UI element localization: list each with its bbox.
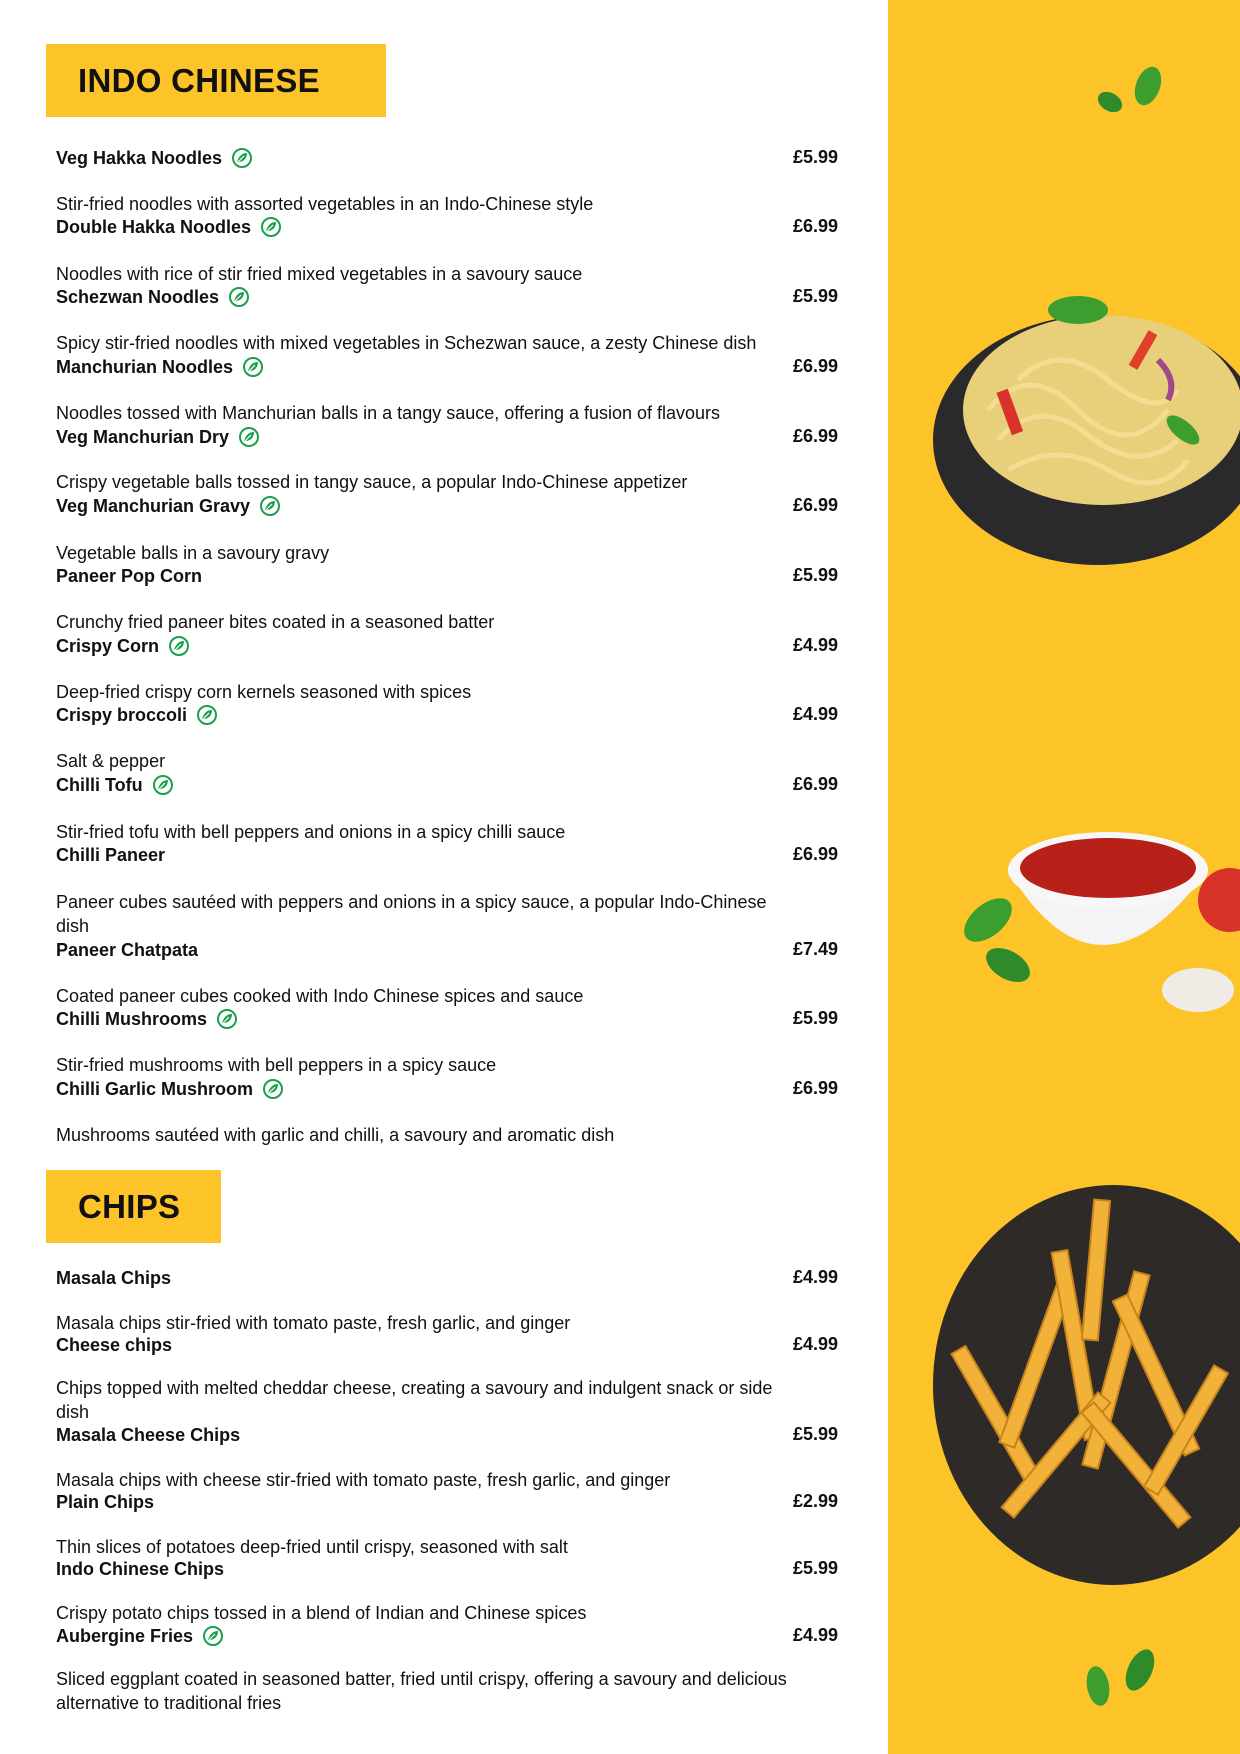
menu-item (56, 844, 838, 938)
item-price: £6.99 (792, 1078, 838, 1098)
menu-item (56, 147, 838, 216)
item-name-text: Chilli Paneer (56, 844, 166, 865)
item-name (56, 704, 218, 726)
item-price: £7.49 (792, 939, 838, 959)
menu-item (56, 1491, 838, 1559)
item-name-text: Paneer Pop Corn (56, 565, 203, 586)
item-name (56, 1267, 171, 1289)
item-name (56, 1078, 284, 1100)
item-name (56, 1424, 240, 1446)
menu-item (56, 286, 838, 355)
noodles-bowl-image (928, 270, 1240, 570)
item-description: Vegetable balls in a savoury gravy (56, 543, 330, 563)
item-name (56, 1558, 224, 1580)
menu-item (56, 1558, 838, 1625)
item-description: Spicy stir-fried noodles with mixed vegetables in Schezwan sauce, a zesty Chinese dish (56, 333, 757, 353)
vegan-leaf-icon (238, 426, 260, 448)
item-description: Masala chips stir-fried with tomato paste, fresh garlic, and ginger (56, 1313, 571, 1333)
item-price: £5.99 (792, 565, 838, 585)
menu-item (56, 1424, 838, 1492)
item-price: £4.99 (792, 1625, 838, 1645)
section-title: CHIPS (78, 1187, 181, 1225)
item-price: £5.99 (792, 147, 838, 167)
item-name (56, 216, 282, 238)
item-name (56, 1625, 224, 1647)
item-price: £2.99 (792, 1491, 838, 1511)
vegan-leaf-icon (260, 216, 282, 238)
item-name-text: Veg Manchurian Gravy (56, 495, 251, 516)
item-description: Paneer cubes sautéed with peppers and onions in a spicy sauce, a popular Indo-Chinese dish (56, 892, 767, 936)
item-price: £4.99 (792, 1267, 838, 1287)
menu-item (56, 704, 838, 773)
item-name (56, 1491, 154, 1513)
item-price: £6.99 (792, 495, 838, 515)
menu-item (56, 635, 838, 704)
vegan-leaf-icon (262, 1078, 284, 1100)
item-price: £4.99 (792, 1334, 838, 1354)
item-name-text: Veg Hakka Noodles (56, 147, 223, 168)
menu-item (56, 1625, 838, 1715)
vegan-leaf-icon (259, 495, 281, 517)
menu-item (56, 939, 838, 1008)
item-name-text: Masala Cheese Chips (56, 1424, 241, 1445)
item-description: Crispy potato chips tossed in a blend of Indian and Chinese spices (56, 1603, 587, 1623)
item-name-text: Plain Chips (56, 1491, 155, 1512)
item-name-text: Veg Manchurian Dry (56, 426, 230, 447)
menu-item (56, 495, 838, 565)
menu-item (56, 1008, 838, 1077)
item-name-text: Indo Chinese Chips (56, 1558, 225, 1579)
menu-item (56, 1078, 838, 1147)
item-description: Sliced eggplant coated in seasoned batter, fried until crispy, offering a savoury and delicious alternative to traditional fries (56, 1669, 787, 1713)
item-name (56, 286, 250, 308)
item-name-text: Chilli Garlic Mushroom (56, 1078, 254, 1099)
vegan-leaf-icon (168, 635, 190, 657)
fries-bowl-image (928, 1160, 1240, 1590)
item-description: Coated paneer cubes cooked with Indo Chinese spices and sauce (56, 986, 584, 1006)
item-name-text: Chilli Mushrooms (56, 1008, 208, 1029)
menu-item (56, 774, 838, 844)
item-price: £5.99 (792, 1558, 838, 1578)
item-name (56, 495, 281, 517)
item-name-text: Chilli Tofu (56, 774, 143, 795)
section-header (46, 1170, 221, 1243)
item-price: £4.99 (792, 704, 838, 724)
section-title: INDO CHINESE (78, 61, 320, 99)
item-name (56, 426, 260, 448)
item-description: Masala chips with cheese stir-fried with tomato paste, fresh garlic, and ginger (56, 1470, 671, 1490)
menu-item (56, 216, 838, 286)
vegan-leaf-icon (216, 1008, 238, 1030)
vegan-leaf-icon (231, 147, 253, 169)
item-price: £6.99 (792, 844, 838, 864)
item-description: Thin slices of potatoes deep-fried until crispy, seasoned with salt (56, 1537, 568, 1557)
item-description: Stir-fried noodles with assorted vegetables in an Indo-Chinese style (56, 194, 594, 214)
item-price: £6.99 (792, 216, 838, 236)
item-name-text: Aubergine Fries (56, 1625, 194, 1646)
item-price: £5.99 (792, 286, 838, 306)
item-name (56, 356, 264, 378)
vegan-leaf-icon (152, 774, 174, 796)
item-name-text: Masala Chips (56, 1267, 172, 1288)
item-name (56, 844, 165, 866)
item-name-text: Crispy broccoli (56, 704, 188, 725)
item-price: £6.99 (792, 774, 838, 794)
item-price: £4.99 (792, 635, 838, 655)
item-name-text: Manchurian Noodles (56, 356, 234, 377)
item-name (56, 774, 174, 796)
item-description: Crunchy fried paneer bites coated in a seasoned batter (56, 612, 495, 632)
item-name (56, 939, 198, 961)
item-description: Noodles tossed with Manchurian balls in a tangy sauce, offering a fusion of flavours (56, 403, 721, 423)
item-description: Mushrooms sautéed with garlic and chilli, a savoury and aromatic dish (56, 1125, 615, 1145)
item-name (56, 1008, 238, 1030)
item-description: Chips topped with melted cheddar cheese, creating a savoury and indulgent snack or side dish (56, 1378, 773, 1422)
item-price: £5.99 (792, 1008, 838, 1028)
item-name-text: Crispy Corn (56, 635, 160, 656)
item-name-text: Schezwan Noodles (56, 286, 220, 307)
item-price: £6.99 (792, 356, 838, 376)
item-description: Stir-fried mushrooms with bell peppers in a spicy sauce (56, 1055, 497, 1075)
item-name-text: Paneer Chatpata (56, 939, 199, 960)
item-description: Noodles with rice of stir fried mixed vegetables in a savoury sauce (56, 264, 583, 284)
menu-item (56, 565, 838, 634)
menu-item (56, 426, 838, 494)
menu-item (56, 356, 838, 425)
basil-leaf-icon (1088, 60, 1168, 120)
item-description: Crispy vegetable balls tossed in tangy sauce, a popular Indo-Chinese appetizer (56, 472, 688, 492)
item-name (56, 565, 202, 587)
menu-item (56, 1334, 838, 1424)
item-name (56, 635, 190, 657)
item-name-text: Cheese chips (56, 1334, 173, 1355)
item-name (56, 1334, 172, 1356)
item-price: £5.99 (792, 1424, 838, 1444)
basil-leaf-icon (1078, 1640, 1168, 1720)
vegan-leaf-icon (202, 1625, 224, 1647)
vegan-leaf-icon (228, 286, 250, 308)
section-header (46, 44, 386, 117)
menu-item (56, 1267, 838, 1335)
item-name (56, 147, 253, 169)
ketchup-bowl-image (948, 800, 1240, 1040)
decorative-sidebar (888, 0, 1240, 1754)
item-description: Salt & pepper (56, 751, 166, 771)
vegan-leaf-icon (242, 356, 264, 378)
item-description: Stir-fried tofu with bell peppers and onions in a spicy chilli sauce (56, 822, 566, 842)
item-description: Deep-fried crispy corn kernels seasoned with spices (56, 682, 472, 702)
item-price: £6.99 (792, 426, 838, 446)
vegan-leaf-icon (196, 704, 218, 726)
item-name-text: Double Hakka Noodles (56, 216, 252, 237)
